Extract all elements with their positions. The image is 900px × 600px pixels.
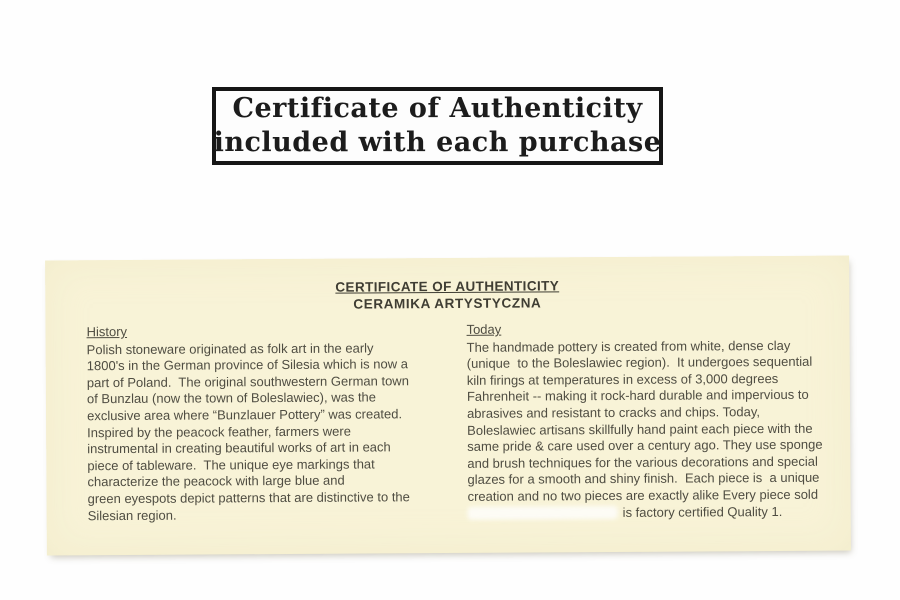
banner-line-1: Certificate of Authenticity (232, 93, 643, 124)
certificate-title-block (45, 276, 849, 315)
today-paragraph: The handmade pottery is created from white, dense clay (unique to the Boleslawiec region). It undergoes sequential kiln firings at temperatures in excess of 3,000 degrees Fahrenheit -- making it rock-hard durable and impervious to abrasives and resistant to cracks and chips. Today, Boleslawiec artisans skillfully hand paint each piece with the same pride & care used over a century ago. They use sponge and brush techniques for the various decorations and special glazes for a smooth and shiny finish. Each piece is a unique creation and no two pieces are exactly alike Every piece sold (466, 337, 823, 504)
certificate-subtitle: CERAMIKA ARTYSTYCZNA (353, 295, 542, 312)
history-heading: History (86, 323, 128, 340)
today-column (466, 320, 823, 522)
today-last-line (468, 503, 823, 522)
today-heading: Today (466, 321, 502, 337)
authenticity-banner (212, 87, 663, 165)
banner-line-2: included with each purchase (213, 127, 662, 158)
history-paragraph: Polish stoneware originated as folk art in the early 1800's in the German province of Silesia which is now a part of Poland. The original southwestern German town of Bunzlau (now the town of Boleslawiec), was the exclusive area where “Bunzlauer Pottery” was created. Inspired by the peacock feather, farmers were instrumental in creating beautiful works of art in each piece of tableware. The unique eye markings that characterize the peacock with large blue and green eyespots depict patterns that are distinctive to the Silesian region. (86, 340, 410, 523)
certificate-title: CERTIFICATE OF AUTHENTICITY (335, 278, 560, 295)
history-column (86, 322, 410, 524)
certificate-card (45, 256, 851, 556)
redacted-brand-blur (468, 506, 618, 520)
today-last-line-text: is factory certified Quality 1. (622, 503, 783, 520)
